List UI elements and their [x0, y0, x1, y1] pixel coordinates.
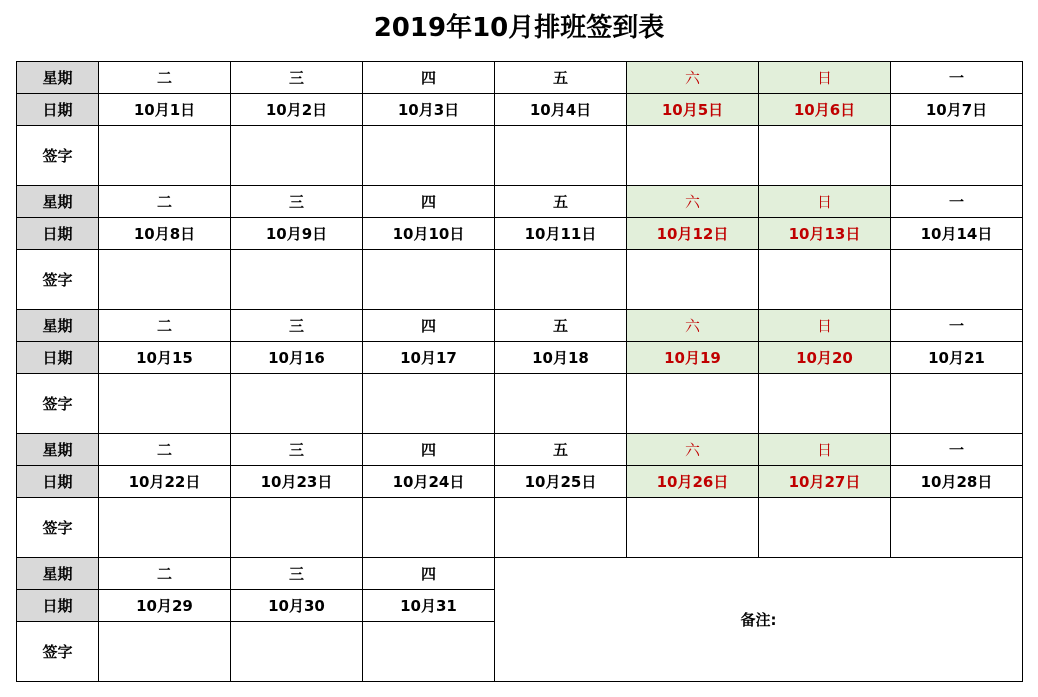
date-cell: 10月17: [363, 342, 495, 374]
date-cell: 10月7日: [891, 94, 1023, 126]
weekday-cell: 五: [495, 434, 627, 466]
sign-cell[interactable]: [363, 374, 495, 434]
date-cell: 10月30: [231, 590, 363, 622]
weekday-label: 星期: [17, 62, 99, 94]
weekday-cell: 二: [99, 558, 231, 590]
date-cell-weekend: 10月5日: [627, 94, 759, 126]
weekday-cell: 二: [99, 434, 231, 466]
weekday-cell: 三: [231, 434, 363, 466]
date-cell-weekend: 10月6日: [759, 94, 891, 126]
sign-cell[interactable]: [759, 498, 891, 558]
weekday-cell: 一: [891, 62, 1023, 94]
date-cell: 10月25日: [495, 466, 627, 498]
sign-cell[interactable]: [627, 250, 759, 310]
weekday-cell: 四: [363, 62, 495, 94]
date-cell: 10月14日: [891, 218, 1023, 250]
weekday-cell: 三: [231, 62, 363, 94]
sign-cell[interactable]: [363, 622, 495, 682]
date-row: [17, 466, 1023, 498]
date-cell: 10月4日: [495, 94, 627, 126]
weekday-row: [17, 434, 1023, 466]
sign-row: [17, 126, 1023, 186]
weekday-row: [17, 558, 1023, 590]
sign-cell[interactable]: [231, 126, 363, 186]
date-label: 日期: [17, 590, 99, 622]
sign-cell[interactable]: [495, 498, 627, 558]
sign-cell[interactable]: [891, 498, 1023, 558]
date-cell: 10月29: [99, 590, 231, 622]
weekday-label: 星期: [17, 434, 99, 466]
weekday-cell: 四: [363, 434, 495, 466]
date-cell: 10月22日: [99, 466, 231, 498]
date-row: [17, 342, 1023, 374]
date-cell: 10月24日: [363, 466, 495, 498]
weekday-cell: 一: [891, 186, 1023, 218]
date-label: 日期: [17, 218, 99, 250]
weekday-cell: 五: [495, 310, 627, 342]
date-cell: 10月8日: [99, 218, 231, 250]
date-cell: 10月28日: [891, 466, 1023, 498]
date-row: [17, 94, 1023, 126]
weekday-cell: 一: [891, 310, 1023, 342]
weekday-cell: 四: [363, 186, 495, 218]
date-cell-weekend: 10月19: [627, 342, 759, 374]
sign-cell[interactable]: [891, 374, 1023, 434]
weekday-label: 星期: [17, 186, 99, 218]
sign-cell[interactable]: [99, 622, 231, 682]
page-title: 2019年10月排班签到表: [373, 13, 665, 43]
sign-cell[interactable]: [627, 126, 759, 186]
date-cell: 10月18: [495, 342, 627, 374]
weekday-cell: 二: [99, 62, 231, 94]
sign-row: [17, 498, 1023, 558]
weekday-cell: 四: [363, 310, 495, 342]
sign-cell[interactable]: [231, 622, 363, 682]
weekday-label: 星期: [17, 310, 99, 342]
weekday-row: [17, 310, 1023, 342]
notes-label: 备注:: [740, 611, 777, 629]
sign-cell[interactable]: [627, 374, 759, 434]
date-cell: 10月1日: [99, 94, 231, 126]
date-row: [17, 218, 1023, 250]
sign-cell[interactable]: [363, 250, 495, 310]
sign-cell[interactable]: [99, 250, 231, 310]
sign-cell[interactable]: [363, 126, 495, 186]
weekday-label: 星期: [17, 558, 99, 590]
sign-cell[interactable]: [363, 498, 495, 558]
sign-cell[interactable]: [759, 374, 891, 434]
sign-cell[interactable]: [495, 250, 627, 310]
sign-cell[interactable]: [231, 498, 363, 558]
weekday-cell: 五: [495, 186, 627, 218]
sign-cell[interactable]: [891, 126, 1023, 186]
sign-cell[interactable]: [891, 250, 1023, 310]
sign-label: 签字: [17, 126, 99, 186]
sign-cell[interactable]: [231, 374, 363, 434]
date-cell: 10月15: [99, 342, 231, 374]
date-cell: 10月21: [891, 342, 1023, 374]
weekday-cell-weekend: 六: [627, 434, 759, 466]
sign-cell[interactable]: [99, 498, 231, 558]
weekday-cell-weekend: 日: [759, 62, 891, 94]
sign-label: 签字: [17, 250, 99, 310]
sign-cell[interactable]: [231, 250, 363, 310]
weekday-cell: 一: [891, 434, 1023, 466]
weekday-cell: 二: [99, 186, 231, 218]
date-label: 日期: [17, 466, 99, 498]
weekday-cell-weekend: 六: [627, 310, 759, 342]
date-cell: 10月23日: [231, 466, 363, 498]
notes-area[interactable]: [495, 558, 1023, 682]
weekday-cell: 五: [495, 62, 627, 94]
date-label: 日期: [17, 342, 99, 374]
date-cell-weekend: 10月13日: [759, 218, 891, 250]
weekday-cell: 二: [99, 310, 231, 342]
date-cell-weekend: 10月27日: [759, 466, 891, 498]
sign-label: 签字: [17, 622, 99, 682]
date-cell-weekend: 10月20: [759, 342, 891, 374]
date-cell: 10月2日: [231, 94, 363, 126]
sign-cell[interactable]: [99, 126, 231, 186]
date-cell: 10月31: [363, 590, 495, 622]
date-cell: 10月11日: [495, 218, 627, 250]
sign-row: [17, 374, 1023, 434]
sign-row: [17, 250, 1023, 310]
weekday-cell: 三: [231, 186, 363, 218]
sign-cell[interactable]: [759, 126, 891, 186]
weekday-cell: 三: [231, 558, 363, 590]
weekday-row: [17, 186, 1023, 218]
weekday-cell-weekend: 日: [759, 434, 891, 466]
weekday-row: [17, 62, 1023, 94]
sign-cell[interactable]: [759, 250, 891, 310]
weekday-cell-weekend: 六: [627, 186, 759, 218]
sign-cell[interactable]: [99, 374, 231, 434]
weekday-cell: 四: [363, 558, 495, 590]
date-cell: 10月10日: [363, 218, 495, 250]
weekday-cell-weekend: 日: [759, 310, 891, 342]
weekday-cell-weekend: 六: [627, 62, 759, 94]
date-cell: 10月16: [231, 342, 363, 374]
sign-cell[interactable]: [627, 498, 759, 558]
weekday-cell-weekend: 日: [759, 186, 891, 218]
schedule-table: [16, 61, 1023, 682]
date-cell-weekend: 10月26日: [627, 466, 759, 498]
date-label: 日期: [17, 94, 99, 126]
date-cell: 10月3日: [363, 94, 495, 126]
sign-cell[interactable]: [495, 126, 627, 186]
sign-label: 签字: [17, 374, 99, 434]
sign-cell[interactable]: [495, 374, 627, 434]
date-cell: 10月9日: [231, 218, 363, 250]
date-cell-weekend: 10月12日: [627, 218, 759, 250]
sign-label: 签字: [17, 498, 99, 558]
weekday-cell: 三: [231, 310, 363, 342]
